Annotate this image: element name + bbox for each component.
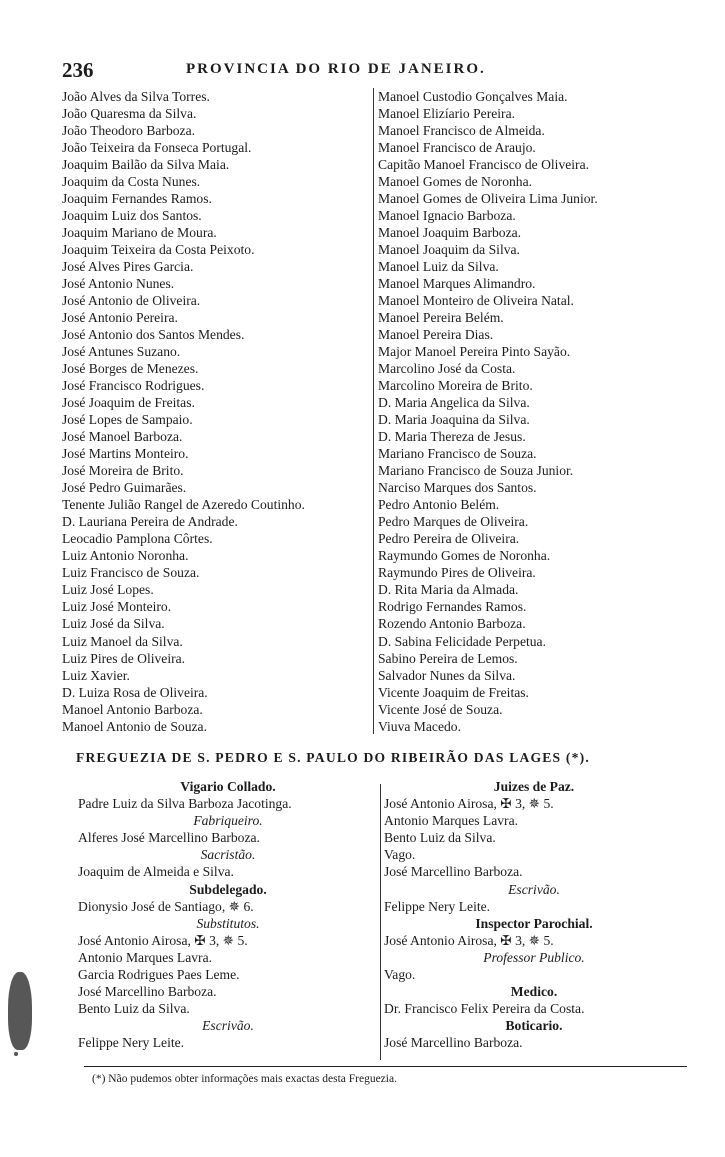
name-entry: Joaquim Mariano de Moura. <box>62 225 217 241</box>
office-subheading: Escrivão. <box>508 881 560 897</box>
official-entry: José Marcellino Barboza. <box>384 1035 523 1051</box>
official-entry: Vago. <box>384 967 416 983</box>
name-entry: Manoel Gomes de Noronha. <box>378 174 533 190</box>
name-entry: Manoel Francisco de Almeida. <box>378 123 545 139</box>
name-entry: Luiz José Lopes. <box>62 582 154 598</box>
name-list-right <box>378 88 668 735</box>
official-entry: Dr. Francisco Felix Pereira da Costa. <box>384 1001 585 1017</box>
name-entry: Joaquim Bailão da Silva Maia. <box>62 157 230 173</box>
name-entry: Viuva Macedo. <box>378 718 461 734</box>
name-entry: Mariano Francisco de Souza Junior. <box>378 463 574 479</box>
name-entry: Luiz Pires de Oliveira. <box>62 650 186 666</box>
office-subheading: Professor Publico. <box>483 949 585 965</box>
name-entry: Marcolino Moreira de Brito. <box>378 378 533 394</box>
official-entry: Garcia Rodrigues Paes Leme. <box>78 967 240 983</box>
name-entry: D. Lauriana Pereira de Andrade. <box>62 514 238 530</box>
name-entry: D. Maria Angelica da Silva. <box>378 395 530 411</box>
page-header <box>62 58 662 84</box>
footnote-rule <box>84 1066 687 1067</box>
name-entry: D. Sabina Felicidade Perpetua. <box>378 633 546 649</box>
name-entry: Manoel Ignacio Barboza. <box>378 208 516 224</box>
office-subheading: Fabriqueiro. <box>193 813 263 829</box>
name-entry: Salvador Nunes da Silva. <box>378 667 516 683</box>
ink-speck <box>14 1052 18 1056</box>
name-entry: Leocadio Pamplona Côrtes. <box>62 531 213 547</box>
office-subheading: Sacristão. <box>200 847 256 863</box>
official-entry: José Antonio Airosa, ✠ 3, ✵ 5. <box>384 932 554 948</box>
name-entry: D. Maria Joaquina da Silva. <box>378 412 530 428</box>
name-entry: Capitão Manoel Francisco de Oliveira. <box>378 157 590 173</box>
official-entry: Dionysio José de Santiago, ✵ 6. <box>78 898 254 914</box>
name-entry: Joaquim Teixeira da Costa Peixoto. <box>62 242 255 258</box>
name-entry: Tenente Julião Rangel de Azeredo Coutinho. <box>62 497 305 513</box>
office-heading: Subdelegado. <box>189 881 267 897</box>
name-entry: Manoel Monteiro de Oliveira Natal. <box>378 293 574 309</box>
page-number: 236 <box>62 58 94 82</box>
name-entry: Manoel Marques Alimandro. <box>378 276 536 292</box>
name-entry: Marcolino José da Costa. <box>378 361 516 377</box>
name-entry: João Theodoro Barboza. <box>62 123 196 139</box>
office-heading: Juizes de Paz. <box>493 779 575 794</box>
name-entry: Sabino Pereira de Lemos. <box>378 650 518 666</box>
name-entry: Joaquim da Costa Nunes. <box>62 174 201 190</box>
name-entry: José Antunes Suzano. <box>62 344 181 360</box>
name-entry: Manoel Joaquim Barboza. <box>378 225 522 241</box>
official-entry: Antonio Marques Lavra. <box>384 813 519 829</box>
name-entry: José Martins Monteiro. <box>62 446 189 462</box>
official-entry: Felippe Nery Leite. <box>78 1035 185 1051</box>
name-entry: Manoel Francisco de Araujo. <box>378 140 536 156</box>
officials-divider <box>380 784 381 1060</box>
name-entry: José Antonio de Oliveira. <box>62 293 201 309</box>
office-heading: Boticario. <box>505 1018 563 1034</box>
name-entry: José Pedro Guimarães. <box>62 480 187 496</box>
office-heading: Inspector Parochial. <box>475 915 593 931</box>
section-title: FREGUEZIA DE S. PEDRO E S. PAULO DO RIBEIRÃO DAS LAGES (*). <box>76 750 590 765</box>
name-entry: Manoel Gomes de Oliveira Lima Junior. <box>378 191 598 207</box>
name-entry: José Joaquim de Freitas. <box>62 395 195 411</box>
name-entry: José Manoel Barboza. <box>62 429 183 445</box>
name-entry: D. Maria Thereza de Jesus. <box>378 429 526 445</box>
name-entry: Luiz Antonio Noronha. <box>62 548 189 564</box>
ink-blot <box>8 972 32 1050</box>
office-subheading: Substitutos. <box>196 915 260 931</box>
name-entry: Manoel Antonio de Souza. <box>62 718 207 734</box>
name-entry: Joaquim Luiz dos Santos. <box>62 208 202 224</box>
name-entry: João Teixeira da Fonseca Portugal. <box>62 140 252 156</box>
official-entry: Felippe Nery Leite. <box>384 898 491 914</box>
name-entry: José Antonio Pereira. <box>62 310 178 326</box>
official-entry: Antonio Marques Lavra. <box>78 949 213 965</box>
name-entry: Manoel Custodio Gonçalves Maia. <box>378 89 568 104</box>
name-entry: Raymundo Pires de Oliveira. <box>378 565 536 581</box>
official-entry: Alferes José Marcellino Barboza. <box>78 830 260 846</box>
name-entry: Luiz José Monteiro. <box>62 599 172 615</box>
name-entry: Pedro Marques de Oliveira. <box>378 514 529 530</box>
name-entry: Major Manoel Pereira Pinto Sayão. <box>378 344 571 360</box>
name-entry: Luiz Francisco de Souza. <box>62 565 200 581</box>
name-entry: Luiz José da Silva. <box>62 616 165 632</box>
name-entry: Manoel Elizíario Pereira. <box>378 106 516 122</box>
name-entry: Mariano Francisco de Souza. <box>378 446 537 462</box>
name-entry: Manoel Luiz da Silva. <box>378 259 499 275</box>
name-entry: Joaquim Fernandes Ramos. <box>62 191 212 207</box>
name-entry: Manoel Pereira Belém. <box>378 310 504 326</box>
name-entry: José Borges de Menezes. <box>62 361 199 377</box>
name-entry: João Alves da Silva Torres. <box>62 89 210 104</box>
officials-left <box>78 778 378 1052</box>
name-entry: Manoel Antonio Barboza. <box>62 701 203 717</box>
name-entry: Rodrigo Fernandes Ramos. <box>378 599 527 615</box>
name-entry: Raymundo Gomes de Noronha. <box>378 548 551 564</box>
name-entry: Narciso Marques dos Santos. <box>378 480 537 496</box>
name-entry: José Lopes de Sampaio. <box>62 412 193 428</box>
name-entry: João Quaresma da Silva. <box>62 106 197 122</box>
office-heading: Vigario Collado. <box>180 779 276 794</box>
name-entry: Luiz Xavier. <box>62 667 130 683</box>
office-subheading: Escrivão. <box>202 1018 254 1034</box>
name-entry: José Alves Pires Garcia. <box>62 259 194 275</box>
name-entry: José Antonio dos Santos Mendes. <box>62 327 245 343</box>
official-entry: José Marcellino Barboza. <box>384 864 523 880</box>
name-entry: D. Rita Maria da Almada. <box>378 582 519 598</box>
official-entry: Joaquim de Almeida e Silva. <box>78 864 234 880</box>
name-entry: Manoel Joaquim da Silva. <box>378 242 520 258</box>
name-entry: Pedro Pereira de Oliveira. <box>378 531 520 547</box>
name-entry: José Antonio Nunes. <box>62 276 175 292</box>
name-entry: Manoel Pereira Dias. <box>378 327 494 343</box>
official-entry: José Antonio Airosa, ✠ 3, ✵ 5. <box>384 796 554 812</box>
name-entry: D. Luiza Rosa de Oliveira. <box>62 684 208 700</box>
column-divider <box>373 88 374 734</box>
officials-right <box>384 778 684 1052</box>
official-entry: Bento Luiz da Silva. <box>78 1001 190 1017</box>
official-entry: José Antonio Airosa, ✠ 3, ✵ 5. <box>78 932 248 948</box>
running-title: PROVINCIA DO RIO DE JANEIRO. <box>186 61 486 77</box>
official-entry: Bento Luiz da Silva. <box>384 830 496 846</box>
official-entry: Vago. <box>384 847 416 863</box>
official-entry: José Marcellino Barboza. <box>78 984 217 1000</box>
name-entry: José Moreira de Brito. <box>62 463 184 479</box>
footnote: (*) Não pudemos obter informações mais exactas desta Freguezia. <box>92 1073 397 1085</box>
name-list-left <box>62 88 372 735</box>
name-entry: Vicente Joaquim de Freitas. <box>378 684 529 700</box>
office-heading: Medico. <box>510 984 558 1000</box>
official-entry: Padre Luiz da Silva Barboza Jacotinga. <box>78 796 292 812</box>
name-entry: Rozendo Antonio Barboza. <box>378 616 526 632</box>
name-entry: José Francisco Rodrigues. <box>62 378 205 394</box>
name-entry: Vicente José de Souza. <box>378 701 503 717</box>
name-entry: Luiz Manoel da Silva. <box>62 633 183 649</box>
name-entry: Pedro Antonio Belém. <box>378 497 500 513</box>
